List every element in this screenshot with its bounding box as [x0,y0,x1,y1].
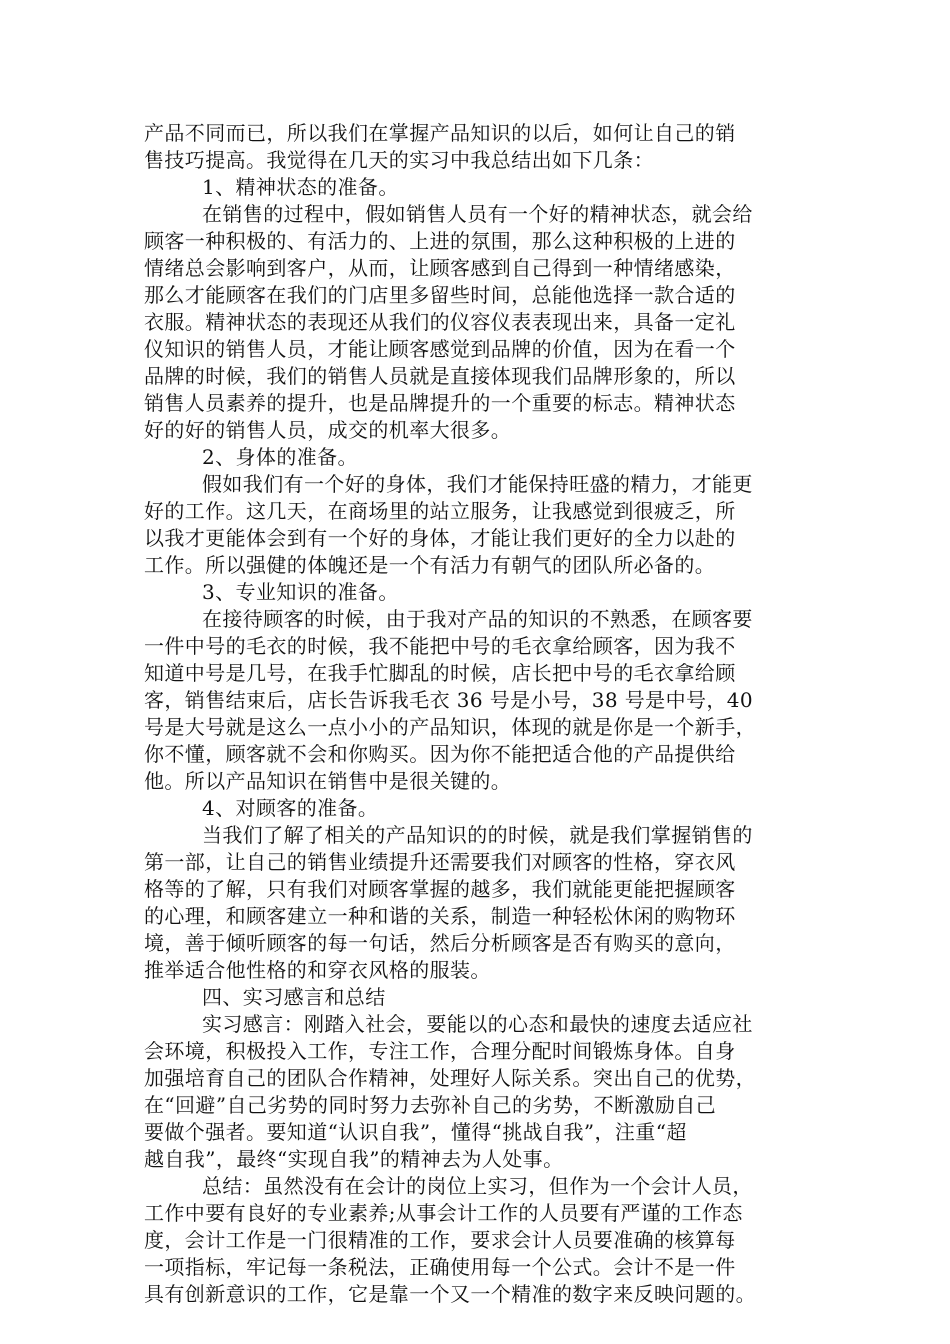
text-line: 一件中号的毛衣的时候，我不能把中号的毛衣拿给顾客，因为我不 [144,634,736,658]
text-line: 在“回避”自己劣势的同时努力去弥补自己的劣势，不断激励自己 [144,1093,717,1117]
text-line: 你不懂，顾客就不会和你购买。因为你不能把适合他的产品提供给 [144,742,736,766]
text-line: 当我们了解了相关的产品知识的的时候，就是我们掌握销售的 [202,823,753,847]
text-line: 一项指标，牢记每一条税法，正确使用每一个公式。会计不是一件 [144,1255,736,1279]
text-line: 产品不同而已，所以我们在掌握产品知识的以后，如何让自己的销 [144,121,736,145]
text-line: 仪知识的销售人员，才能让顾客感觉到品牌的价值，因为在看一个 [144,337,736,361]
text-line: 要做个强者。要知道“认识自我”，懂得“挑战自我”，注重“超 [144,1120,687,1144]
text-line: 工作中要有良好的专业素养;从事会计工作的人员要有严谨的工作态 [144,1201,743,1225]
text-line: 在销售的过程中，假如销售人员有一个好的精神状态，就会给 [202,202,753,226]
text-line: 假如我们有一个好的身体，我们才能保持旺盛的精力，才能更 [202,472,753,496]
text-line: 第一部，让自己的销售业绩提升还需要我们对顾客的性格，穿衣风 [144,850,736,874]
text-line: 客，销售结束后，店长告诉我毛衣 36 号是小号，38 号是中号，40 [144,688,754,712]
text-line: 四、实习感言和总结 [202,985,386,1009]
text-line: 3、专业知识的准备。 [202,580,399,604]
text-line: 在接待顾客的时候，由于我对产品的知识的不熟悉，在顾客要 [202,607,753,631]
text-line: 会环境，积极投入工作，专注工作，合理分配时间锻炼身体。自身 [144,1039,736,1063]
text-line: 售技巧提高。我觉得在几天的实习中我总结出如下几条： [144,148,654,172]
text-line: 那么才能顾客在我们的门店里多留些时间，总能他选择一款合适的 [144,283,736,307]
text-line: 越自我”，最终“实现自我”的精神去为人处事。 [144,1147,564,1171]
text-line: 总结：虽然没有在会计的岗位上实习，但作为一个会计人员， [202,1174,753,1198]
text-line: 工作。所以强健的体魄还是一个有活力有朝气的团队所必备的。 [144,553,716,577]
text-line: 的心理，和顾客建立一种和谐的关系，制造一种轻松休闲的购物环 [144,904,736,928]
text-line: 加强培育自己的团队合作精神，处理好人际关系。突出自己的优势， [144,1066,756,1090]
document-body [144,120,824,1308]
text-line: 知道中号是几号，在我手忙脚乱的时候，店长把中号的毛衣拿给顾 [144,661,736,685]
text-line: 具有创新意识的工作，它是靠一个又一个精准的数字来反映问题的。 [144,1282,756,1306]
text-line: 号是大号就是这么一点小小的产品知识，体现的就是你是一个新手， [144,715,756,739]
text-line: 情绪总会影响到客户，从而，让顾客感到自己得到一种情绪感染， [144,256,736,280]
text-line: 4、对顾客的准备。 [202,796,379,820]
text-line: 推举适合他性格的和穿衣风格的服装。 [144,958,491,982]
text-line: 以我才更能体会到有一个好的身体，才能让我们更好的全力以赴的 [144,526,736,550]
text-line: 销售人员素养的提升，也是品牌提升的一个重要的标志。精神状态 [144,391,736,415]
text-line: 好的工作。这几天，在商场里的站立服务，让我感觉到很疲乏，所 [144,499,736,523]
text-line: 格等的了解，只有我们对顾客掌握的越多，我们就能更能把握顾客 [144,877,736,901]
text-line: 衣服。精神状态的表现还从我们的仪容仪表表现出来，具备一定礼 [144,310,736,334]
text-line: 实习感言：刚踏入社会，要能以的心态和最快的速度去适应社 [202,1012,753,1036]
text-line: 境，善于倾听顾客的每一句话，然后分析顾客是否有购买的意向， [144,931,736,955]
text-line: 1、精神状态的准备。 [202,175,399,199]
text-line: 品牌的时候，我们的销售人员就是直接体现我们品牌形象的，所以 [144,364,736,388]
text-line: 顾客一种积极的、有活力的、上进的氛围，那么这种积极的上进的 [144,229,736,253]
text-line: 2、身体的准备。 [202,445,358,469]
text-line: 度，会计工作是一门很精准的工作，要求会计人员要准确的核算每 [144,1228,736,1252]
text-line: 好的好的销售人员，成交的机率大很多。 [144,418,512,442]
text-line: 他。所以产品知识在销售中是很关键的。 [144,769,512,793]
